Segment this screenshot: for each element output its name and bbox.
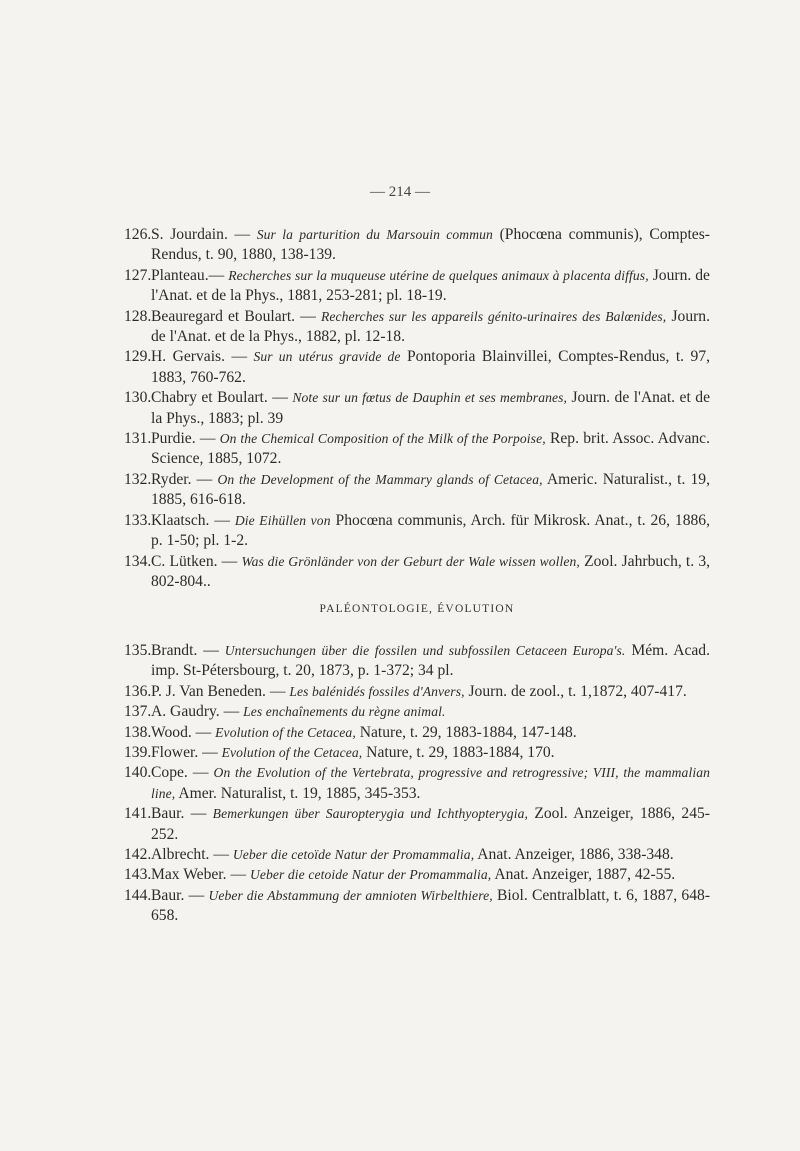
entry-title: On the Evolution of the Vertebrata, progressive and retrogressive; VIII, the mammalian line, [151, 765, 710, 801]
entry-author: Baur. [151, 805, 185, 823]
entry-separator: — [267, 389, 293, 407]
entry-text [151, 723, 710, 743]
entry-source: Rep. brit. Assoc. Advanc. Science, 1885, 1072. [151, 430, 711, 468]
entry-source: Nature, t. 29, 1883-1884, 147-148. [355, 723, 577, 741]
entry-text [151, 743, 710, 763]
entry-title: Ueber die Abstammung der amnioten Wirbelthiere, [208, 887, 493, 903]
entry-title: Note sur un fœtus de Dauphin et ses membranes, [292, 390, 568, 406]
bibliography-entry [124, 845, 710, 865]
entry-number: 140. [124, 764, 152, 782]
entry-separator: — [226, 866, 250, 884]
entry-title: Les enchaînements du règne animal. [243, 704, 446, 720]
entry-source: Journ. de l'Anat. et de la Phys., 1883; pl. 39 [151, 389, 710, 427]
bibliography-list-anatomy [124, 225, 710, 592]
entry-source: Zool. Anzeiger, 1886, 245-252. [151, 805, 710, 843]
entry-title: Sur la parturition du Marsouin commun [256, 227, 493, 242]
bibliography-entry [124, 470, 710, 511]
entry-title: Bemerkungen über Sauropterygia und Ichthyopterygia, [212, 806, 528, 822]
entry-author: Brandt. [151, 642, 198, 659]
entry-source: Nature, t. 29, 1883-1884, 170. [362, 744, 555, 762]
entry-separator: — [227, 226, 257, 243]
bibliography-entry [124, 743, 710, 763]
entry-separator: — [191, 723, 216, 741]
bibliography-entry [124, 552, 710, 593]
entry-text [151, 552, 710, 593]
entry-author: Chabry et Boulart. [151, 389, 268, 407]
entry-title: Ueber die cetoide Natur der Promammalia, [249, 867, 492, 883]
entry-number: 134. [124, 552, 152, 570]
entry-number: 131. [124, 430, 152, 448]
entry-source: Anat. Anzeiger, 1887, 42-55. [491, 866, 676, 884]
entry-number: 143. [124, 866, 152, 884]
entry-separator: — [217, 552, 242, 570]
bibliography-entry [124, 347, 710, 388]
entry-separator: — [191, 470, 218, 488]
entry-number: 126. [124, 226, 152, 243]
entry-number: 129. [124, 348, 152, 366]
entry-number: 142. [124, 846, 152, 864]
entry-title: Recherches sur la muqueuse utérine de quelques animaux à placenta diffus, [228, 267, 649, 283]
bibliography-entry [124, 804, 710, 845]
entry-title: Untersuchungen über die fossilen und subfossilen Cetaceen Europa's. [224, 643, 626, 658]
entry-title: Was die Grönländer von der Geburt der Wale wissen wollen, [241, 553, 580, 569]
entry-separator: — [295, 307, 321, 325]
entry-number: 136. [124, 682, 152, 700]
entry-separator: — [198, 744, 222, 762]
entry-source: Mém. Acad. imp. St-Pétersbourg, t. 20, 1873, p. 1-372; 34 pl. [151, 642, 710, 680]
entry-title: Recherches sur les appareils génito-urinaires des Balœnides, [320, 308, 667, 324]
bibliography-entry [124, 865, 710, 885]
entry-number: 138. [124, 723, 152, 741]
entry-separator: — [219, 703, 244, 721]
bibliography-entry [124, 702, 710, 722]
bibliography-entry [124, 641, 710, 682]
entry-author: Ryder. [151, 470, 192, 488]
entry-text [151, 470, 710, 511]
entry-number: 139. [124, 744, 152, 762]
entry-number: 137. [124, 703, 152, 721]
entry-text [151, 702, 710, 722]
entry-author: Flower. [151, 744, 199, 762]
bibliography-entry [124, 723, 710, 743]
entry-separator: — [195, 430, 220, 448]
entry-title: Evolution of the Cetacea, [221, 745, 363, 761]
entry-text [151, 845, 710, 865]
entry-text [151, 266, 710, 307]
entry-source: Americ. Naturalist., t. 19, 1885, 616-618. [151, 470, 710, 509]
section-heading: PALÉONTOLOGIE, ÉVOLUTION [319, 603, 515, 615]
bibliography-entry [124, 511, 710, 552]
entry-text [151, 865, 710, 885]
entry-source: Pontoporia Blainvillei, Comptes-Rendus, t. 97, 1883, 760-762. [151, 348, 711, 386]
entry-source: Amer. Naturalist, t. 19, 1885, 345-353. [175, 784, 421, 802]
entry-author: Purdie. [151, 430, 196, 448]
entry-source: Zool. Jahrbuch, t. 3, 802-804.. [151, 552, 711, 590]
entry-separator: — [184, 886, 209, 904]
entry-separator: — [208, 266, 229, 284]
entry-title: Die Eihüllen von [234, 512, 331, 528]
entry-text [151, 388, 710, 429]
entry-separator: — [209, 846, 233, 864]
entry-number: 130. [124, 389, 152, 407]
entry-title: Les balénidés fossiles d'Anvers, [289, 683, 465, 699]
entry-title: Evolution of the Cetacea, [215, 724, 356, 740]
entry-source: Journ. de zool., t. 1,1872, 407-417. [464, 682, 687, 700]
entry-number: 132. [124, 470, 152, 488]
entry-text [151, 763, 710, 804]
entry-text [151, 641, 710, 682]
bibliography-list-paleontology [124, 641, 710, 927]
entry-text [151, 347, 710, 388]
entry-text [151, 682, 710, 702]
entry-author: Albrecht. [151, 846, 210, 864]
entry-source: Journ. de l'Anat. et de la Phys., 1881, 253-281; pl. 18-19. [151, 266, 710, 305]
entry-author: Klaatsch. [151, 511, 210, 529]
bibliography-entry [124, 225, 710, 266]
bibliography-entry [124, 886, 710, 927]
entry-separator: — [187, 764, 214, 782]
bibliography-entry [124, 763, 710, 804]
page-number: — 214 — [370, 184, 430, 200]
entry-author: A. Gaudry. [151, 703, 220, 721]
entry-title: On the Chemical Composition of the Milk of the Porpoise, [219, 431, 546, 447]
entry-title: Sur un utérus gravide de [253, 349, 401, 365]
bibliography-entry [124, 266, 710, 307]
entry-number: 135. [124, 642, 152, 659]
entry-separator: — [209, 511, 235, 529]
entry-title: Ueber die cetoïde Natur der Promammalia, [232, 847, 475, 863]
bibliography-entry [124, 388, 710, 429]
entry-author: Cope. [151, 764, 188, 782]
entry-author: P. J. Van Beneden. [151, 682, 266, 700]
entry-separator: — [197, 642, 225, 659]
entry-text [151, 804, 710, 845]
entry-source: Anat. Anzeiger, 1886, 338-348. [474, 846, 674, 864]
entry-author: Wood. [151, 723, 192, 741]
entry-author: H. Gervais. [151, 348, 226, 366]
entry-text [151, 225, 710, 266]
entry-number: 141. [124, 805, 152, 823]
entry-source: (Phocœna communis), Comptes-Rendus, t. 90, 1880, 138-139. [151, 226, 710, 264]
entry-author: C. Lütken. [151, 552, 218, 570]
entry-number: 128. [124, 307, 152, 325]
entry-source: Journ. de l'Anat. et de la Phys., 1882, pl. 12-18. [151, 307, 711, 346]
entry-separator: — [265, 682, 290, 700]
entry-source: Phocœna communis, Arch. für Mikrosk. Anat., t. 26, 1886, p. 1-50; pl. 1-2. [151, 511, 710, 550]
bibliography-entry [124, 307, 710, 348]
entry-author: Max Weber. [151, 866, 227, 884]
entry-author: S. Jourdain. [151, 226, 228, 243]
entry-text [151, 886, 710, 927]
entry-separator: — [184, 805, 213, 823]
entry-author: Baur. [151, 886, 185, 904]
entry-number: 133. [124, 511, 152, 529]
entry-separator: — [225, 348, 254, 366]
entry-number: 144. [124, 886, 152, 904]
entry-text [151, 307, 710, 348]
entry-title: On the Development of the Mammary glands of Cetacea, [217, 471, 543, 487]
entry-text [151, 511, 710, 552]
entry-source: Biol. Centralblatt, t. 6, 1887, 648-658. [151, 886, 711, 925]
entry-number: 127. [124, 266, 152, 284]
bibliography-entry [124, 682, 710, 702]
bibliography-entry [124, 429, 710, 470]
entry-author: Beauregard et Boulart. [151, 307, 296, 325]
entry-text [151, 429, 710, 470]
entry-author: Planteau. [151, 266, 209, 284]
